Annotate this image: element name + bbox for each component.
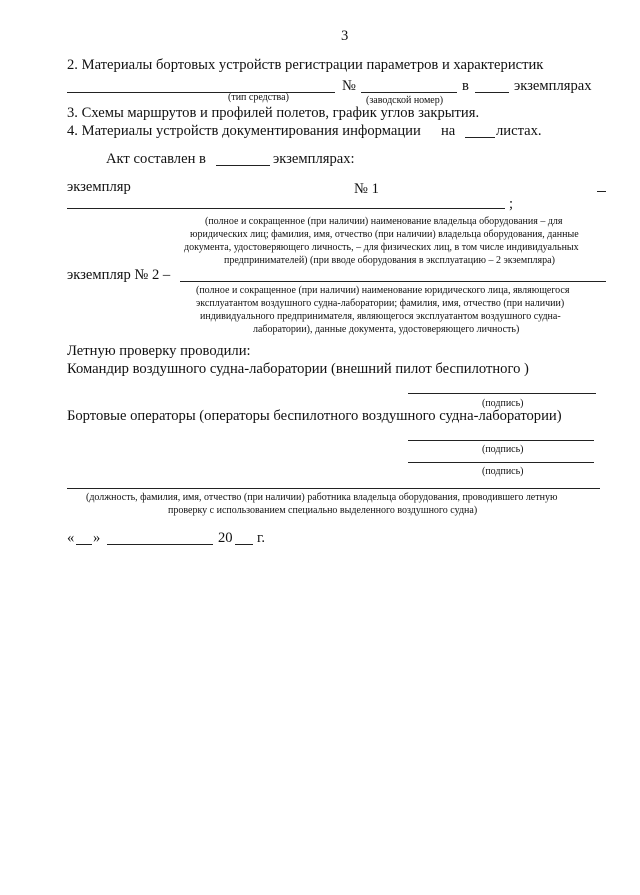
item-4-text: 4. Материалы устройств документирования информации xyxy=(67,123,421,139)
copy-2-label: экземпляр № 2 – xyxy=(67,267,171,283)
copy-1-caption-line-1: (полное и сокращенное (при наличии) наименование владельца оборудования – для xyxy=(205,216,563,227)
copy-2-caption-line-2: эксплуатантом воздушного судна-лаборатории; фамилия, имя, отчество (при наличии) xyxy=(196,298,565,309)
commander-label: Командир воздушного судна-лаборатории (внешний пилот беспилотного ) xyxy=(67,361,529,377)
date-close-quote: » xyxy=(93,530,101,546)
serial-caption: (заводской номер) xyxy=(366,95,444,106)
copies-blank-line xyxy=(475,92,509,93)
copy-1-caption-line-4: предпринимателей) (при вводе оборудования в эксплуатацию – 2 экземпляра) xyxy=(224,255,555,266)
copy-1-dash xyxy=(597,191,606,192)
serial-blank-line xyxy=(361,92,457,93)
copy-1-semicolon: ; xyxy=(509,196,514,212)
commander-signature-caption: (подпись) xyxy=(482,398,524,409)
act-prefix: Акт составлен в xyxy=(106,151,206,167)
copies-word: экземплярах xyxy=(514,78,592,94)
commander-signature-line xyxy=(408,393,596,394)
number-sign: № xyxy=(342,78,356,94)
position-blank-line xyxy=(67,488,600,489)
copy-1-number: № 1 xyxy=(354,181,379,197)
act-copies-blank-line xyxy=(216,165,270,166)
operators-label: Бортовые операторы (операторы беспилотного воздушного судна-лаборатории) xyxy=(67,408,562,424)
copy-2-caption-line-3: индивидуального предпринимателя, являющегося эксплуатантом воздушного судна- xyxy=(200,311,561,322)
in-word: в xyxy=(462,78,469,94)
operator-1-signature-line xyxy=(408,440,594,441)
date-year-blank-line xyxy=(235,544,253,545)
act-suffix: экземплярах: xyxy=(273,151,355,167)
copy-2-caption-line-1: (полное и сокращенное (при наличии) наименование юридического лица, являющегося xyxy=(196,285,570,296)
date-year-suffix: г. xyxy=(257,530,265,546)
copy-1-caption-line-3: документа, удостоверяющего личность, – для физических лиц, в том числе индивидуальных xyxy=(184,242,579,253)
date-year-prefix: 20 xyxy=(218,530,233,546)
on-word: на xyxy=(441,123,456,139)
copy-1-caption-line-2: юридических лиц; фамилия, имя, отчество (при наличии) владельца оборудования, данные xyxy=(190,229,579,240)
operator-1-signature-caption: (подпись) xyxy=(482,444,524,455)
sheets-blank-line xyxy=(465,137,495,138)
position-caption-line-2: проверку с использованием специально выделенного воздушного судна) xyxy=(168,505,478,516)
operator-2-signature-line xyxy=(408,462,594,463)
copy-1-label: экземпляр xyxy=(67,179,131,195)
copy-1-blank-line xyxy=(67,208,505,209)
page-number: 3 xyxy=(341,28,349,44)
item-3-text: 3. Схемы маршрутов и профилей полетов, график углов закрытия. xyxy=(67,105,480,121)
item-2-text: 2. Материалы бортовых устройств регистрации параметров и характеристик xyxy=(67,57,544,73)
operator-2-signature-caption: (подпись) xyxy=(482,466,524,477)
flight-check-heading: Летную проверку проводили: xyxy=(67,343,251,359)
type-caption: (тип средства) xyxy=(228,92,289,103)
date-month-blank-line xyxy=(107,544,213,545)
type-blank-line xyxy=(67,92,335,93)
date-day-blank-line xyxy=(76,544,92,545)
copy-2-caption-line-4: лаборатории), данные документа, удостоверяющего личность) xyxy=(253,324,520,335)
position-caption-line-1: (должность, фамилия, имя, отчество (при наличии) работника владельца оборудования, проводившего летную xyxy=(86,492,558,503)
date-open-quote: « xyxy=(67,530,75,546)
copy-2-blank-line xyxy=(180,281,606,282)
sheets-word: листах. xyxy=(496,123,542,139)
